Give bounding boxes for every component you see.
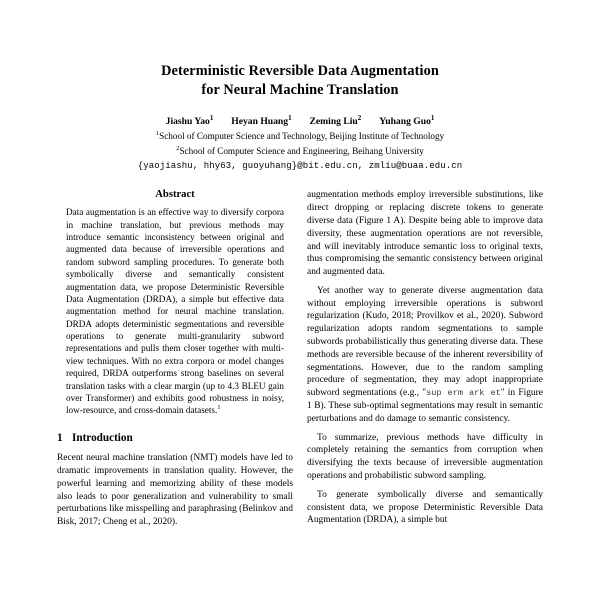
title-block — [57, 0, 543, 172]
affiliation-mark: 1 — [155, 129, 160, 137]
affiliation-text: School of Computer Science and Technology, Beijing Institute of Technology — [159, 130, 445, 141]
page-title — [57, 62, 543, 100]
abstract-body-text: Data augmentation is an effective way to diversify corpora in machine translation, but previous methods may introduce semantic inconsistency between original and augmented data because of irreversible operations and random subword sampling procedures. To generate both symbolically diverse and semantically consistent augmentation data, we propose Deterministic Reversible Data Augmentation (DRDA), a simple but effective data augmentation method for neural machine translation. DRDA adopts deterministic segmentations and reversible operations to generate multi-granularity subword representations and pulls them closer together with multi-view techniques. With no extra corpora or model changes required, DRDA outperforms strong baselines on several translation tasks with a clear margin (up to 4.3 BLEU gain over Transformer) and exhibits good robustness in noisy, low-resource, and cross-domain datasets. — [66, 207, 284, 416]
author-affil-mark: 1 — [430, 114, 435, 122]
title-line-2: for Neural Machine Translation — [201, 82, 399, 98]
section-title: Introduction — [72, 431, 133, 444]
author-affil-mark: 2 — [357, 114, 362, 122]
right-paragraph-1: augmentation methods employ irreversible substitutions, like direct dropping or replacing discrete tokens to generate diverse data (Figure 1 A). Despite being able to improve data diversity, these augmentation operations are not reversible, and will inevitably introduce semantic loss to original texts, thus compromising the semantic consistency between original and augmented data. — [307, 190, 543, 278]
inline-code-segmentation-example: sup erm ark et — [426, 388, 501, 399]
author-emails: {yaojiashu, hhy63, guoyuhang}@bit.edu.cn, zmliu@buaa.edu.cn — [137, 160, 463, 171]
author-name: Heyan Huang — [231, 116, 289, 127]
section-number: 1 — [57, 431, 63, 444]
left-column — [57, 189, 293, 529]
affiliation-mark: 2 — [176, 144, 180, 152]
affiliation-line-1 — [57, 130, 543, 143]
author-list — [57, 116, 543, 128]
author-name: Zeming Liu — [309, 116, 358, 127]
right-paragraph-2 — [307, 285, 543, 426]
right-paragraph-2-tail: " in Figure 1 B). These sub-optimal segmentations may result in semantic perturbations and do damage to semantic consistency. — [307, 388, 543, 424]
abstract-footnote-mark: 1 — [217, 404, 221, 412]
body-columns — [57, 189, 543, 529]
author-name: Yuhang Guo — [379, 116, 431, 127]
author-affil-mark: 1 — [209, 114, 214, 122]
abstract-block — [57, 206, 293, 416]
abstract-heading: Abstract — [155, 189, 195, 201]
section-heading-introduction — [57, 432, 293, 445]
right-paragraph-2-lead: Yet another way to generate diverse augmentation data without employing irreversible operations is subword regularization (Kudo, 2018; Provilkov et al., 2020). Subword regularization adopts random segmentations to sample subwords probabilistically thus generating diverse data. These methods are reversible because of the inherent reversibility of segmentations. However, due to the random sampling procedure of segmentation, they may adopt inappropriate subword segmentations (e.g., " — [307, 285, 543, 399]
author-entry — [310, 116, 362, 128]
right-paragraph-4: To generate symbolically diverse and semantically consistent data, we propose Deterministic Reversible Data Augmentation (DRDA), a simple but — [307, 489, 543, 526]
title-line-1: Deterministic Reversible Data Augmentation — [161, 63, 439, 79]
author-entry — [166, 116, 214, 128]
abstract-text — [66, 206, 284, 416]
affiliation-text: School of Computer Science and Engineering, Beihang University — [179, 145, 424, 156]
author-name: Jiashu Yao — [165, 116, 210, 127]
intro-paragraph-1: Recent neural machine translation (NMT) models have led to dramatic improvements in translation quality. However, the powerful learning and memorizing ability of these models also leads to poor generalization and vulnerability to small perturbations like misspelling and paraphrasing (Belinkov and Bisk, 2017; Cheng et al., 2020). — [57, 453, 293, 528]
author-affil-mark: 1 — [288, 114, 292, 122]
right-column — [307, 189, 543, 527]
author-entry — [379, 116, 434, 128]
author-entry — [231, 116, 291, 128]
affiliation-line-2 — [57, 145, 543, 158]
right-paragraph-3: To summarize, previous methods have difficulty in completely retaining the semantics from corruption when diversifying the texts because of irreversible augmentation operations and probabilistic subword sampling. — [307, 432, 543, 482]
